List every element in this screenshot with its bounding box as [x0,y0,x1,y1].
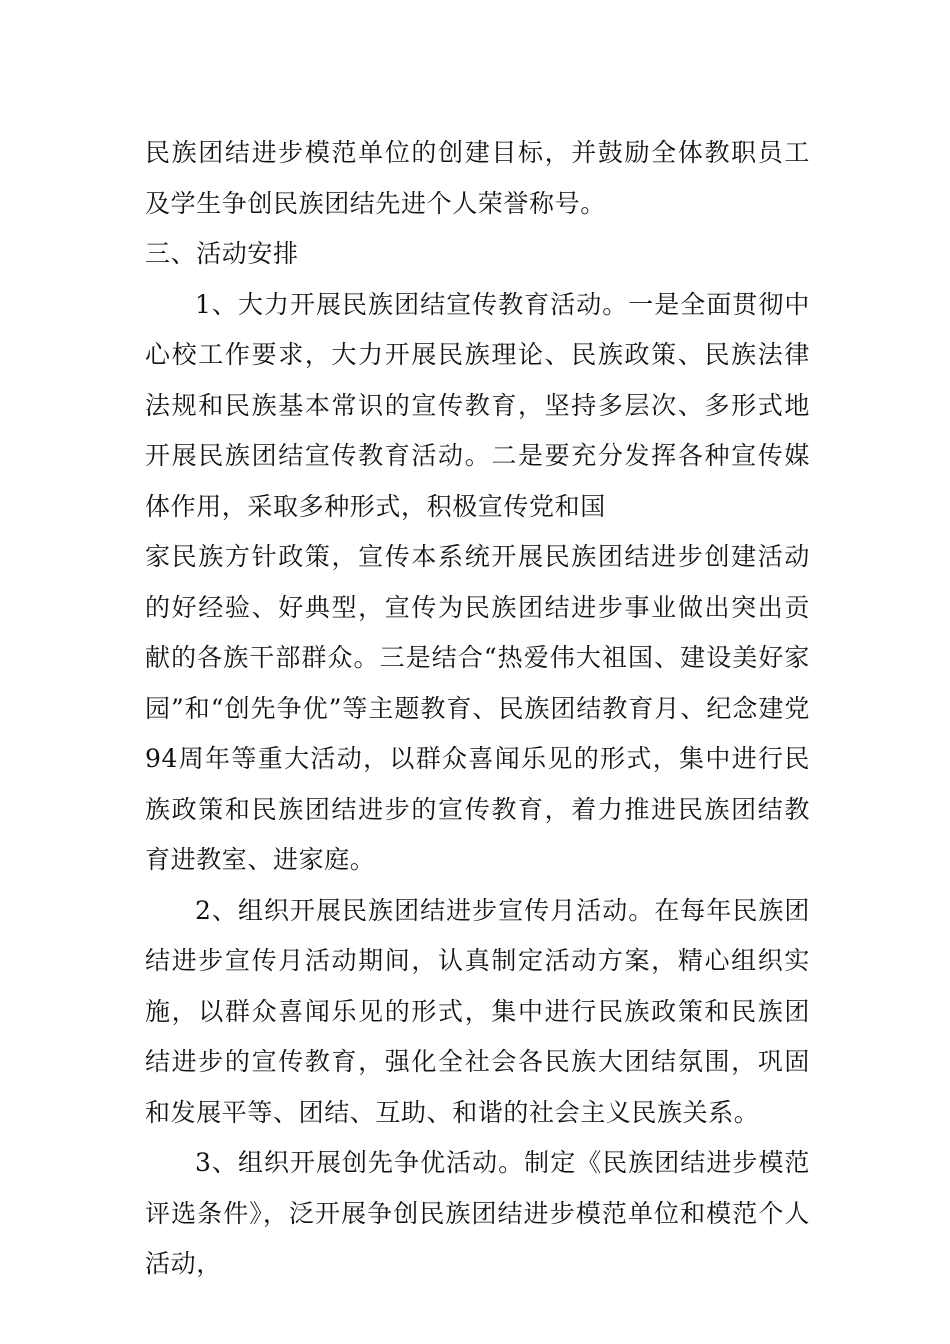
item-1-paragraph-part-2: 家民族方针政策，宣传本系统开展民族团结进步创建活动的好经验、好典型，宣传为民族团结进步事业做出突出贡献的各族干部群众。三是结合“热爱伟大祖国、建设美好家园”和“创先争优”等主题教育、民族团结教育月、纪念建党94周年等重大活动，以群众喜闻乐见的形式，集中进行民族政策和民族团结进步的宣传教育，着力推进民族团结教育进教室、进家庭。 [145,542,810,874]
section-heading: 三、活动安排 [145,239,299,268]
item-2-paragraph: 2、组织开展民族团结进步宣传月活动。在每年民族团结进步宣传月活动期间，认真制定活动方案，精心组织实施，以群众喜闻乐见的形式，集中进行民族政策和民族团结进步的宣传教育，强化全社会各民族大团结氛围，巩固和发展平等、团结、互助、和谐的社会主义民族关系。 [145,895,810,1127]
document-body [145,128,810,1290]
item-1-paragraph-part-1: 1、大力开展民族团结宣传教育活动。一是全面贯彻中心校工作要求，大力开展民族理论、民族政策、民族法律法规和民族基本常识的宣传教育，坚持多层次、多形式地开展民族团结宣传教育活动。二是要充分发挥各种宣传媒体作用，采取多种形式，积极宣传党和国 [145,289,810,521]
continued-paragraph: 民族团结进步模范单位的创建目标，并鼓励全体教职员工及学生争创民族团结先进个人荣誉称号。 [145,138,810,218]
item-3-paragraph: 3、组织开展创先争优活动。制定《民族团结进步模范评选条件》，泛开展争创民族团结进步模范单位和模范个人活动， [145,1148,810,1278]
